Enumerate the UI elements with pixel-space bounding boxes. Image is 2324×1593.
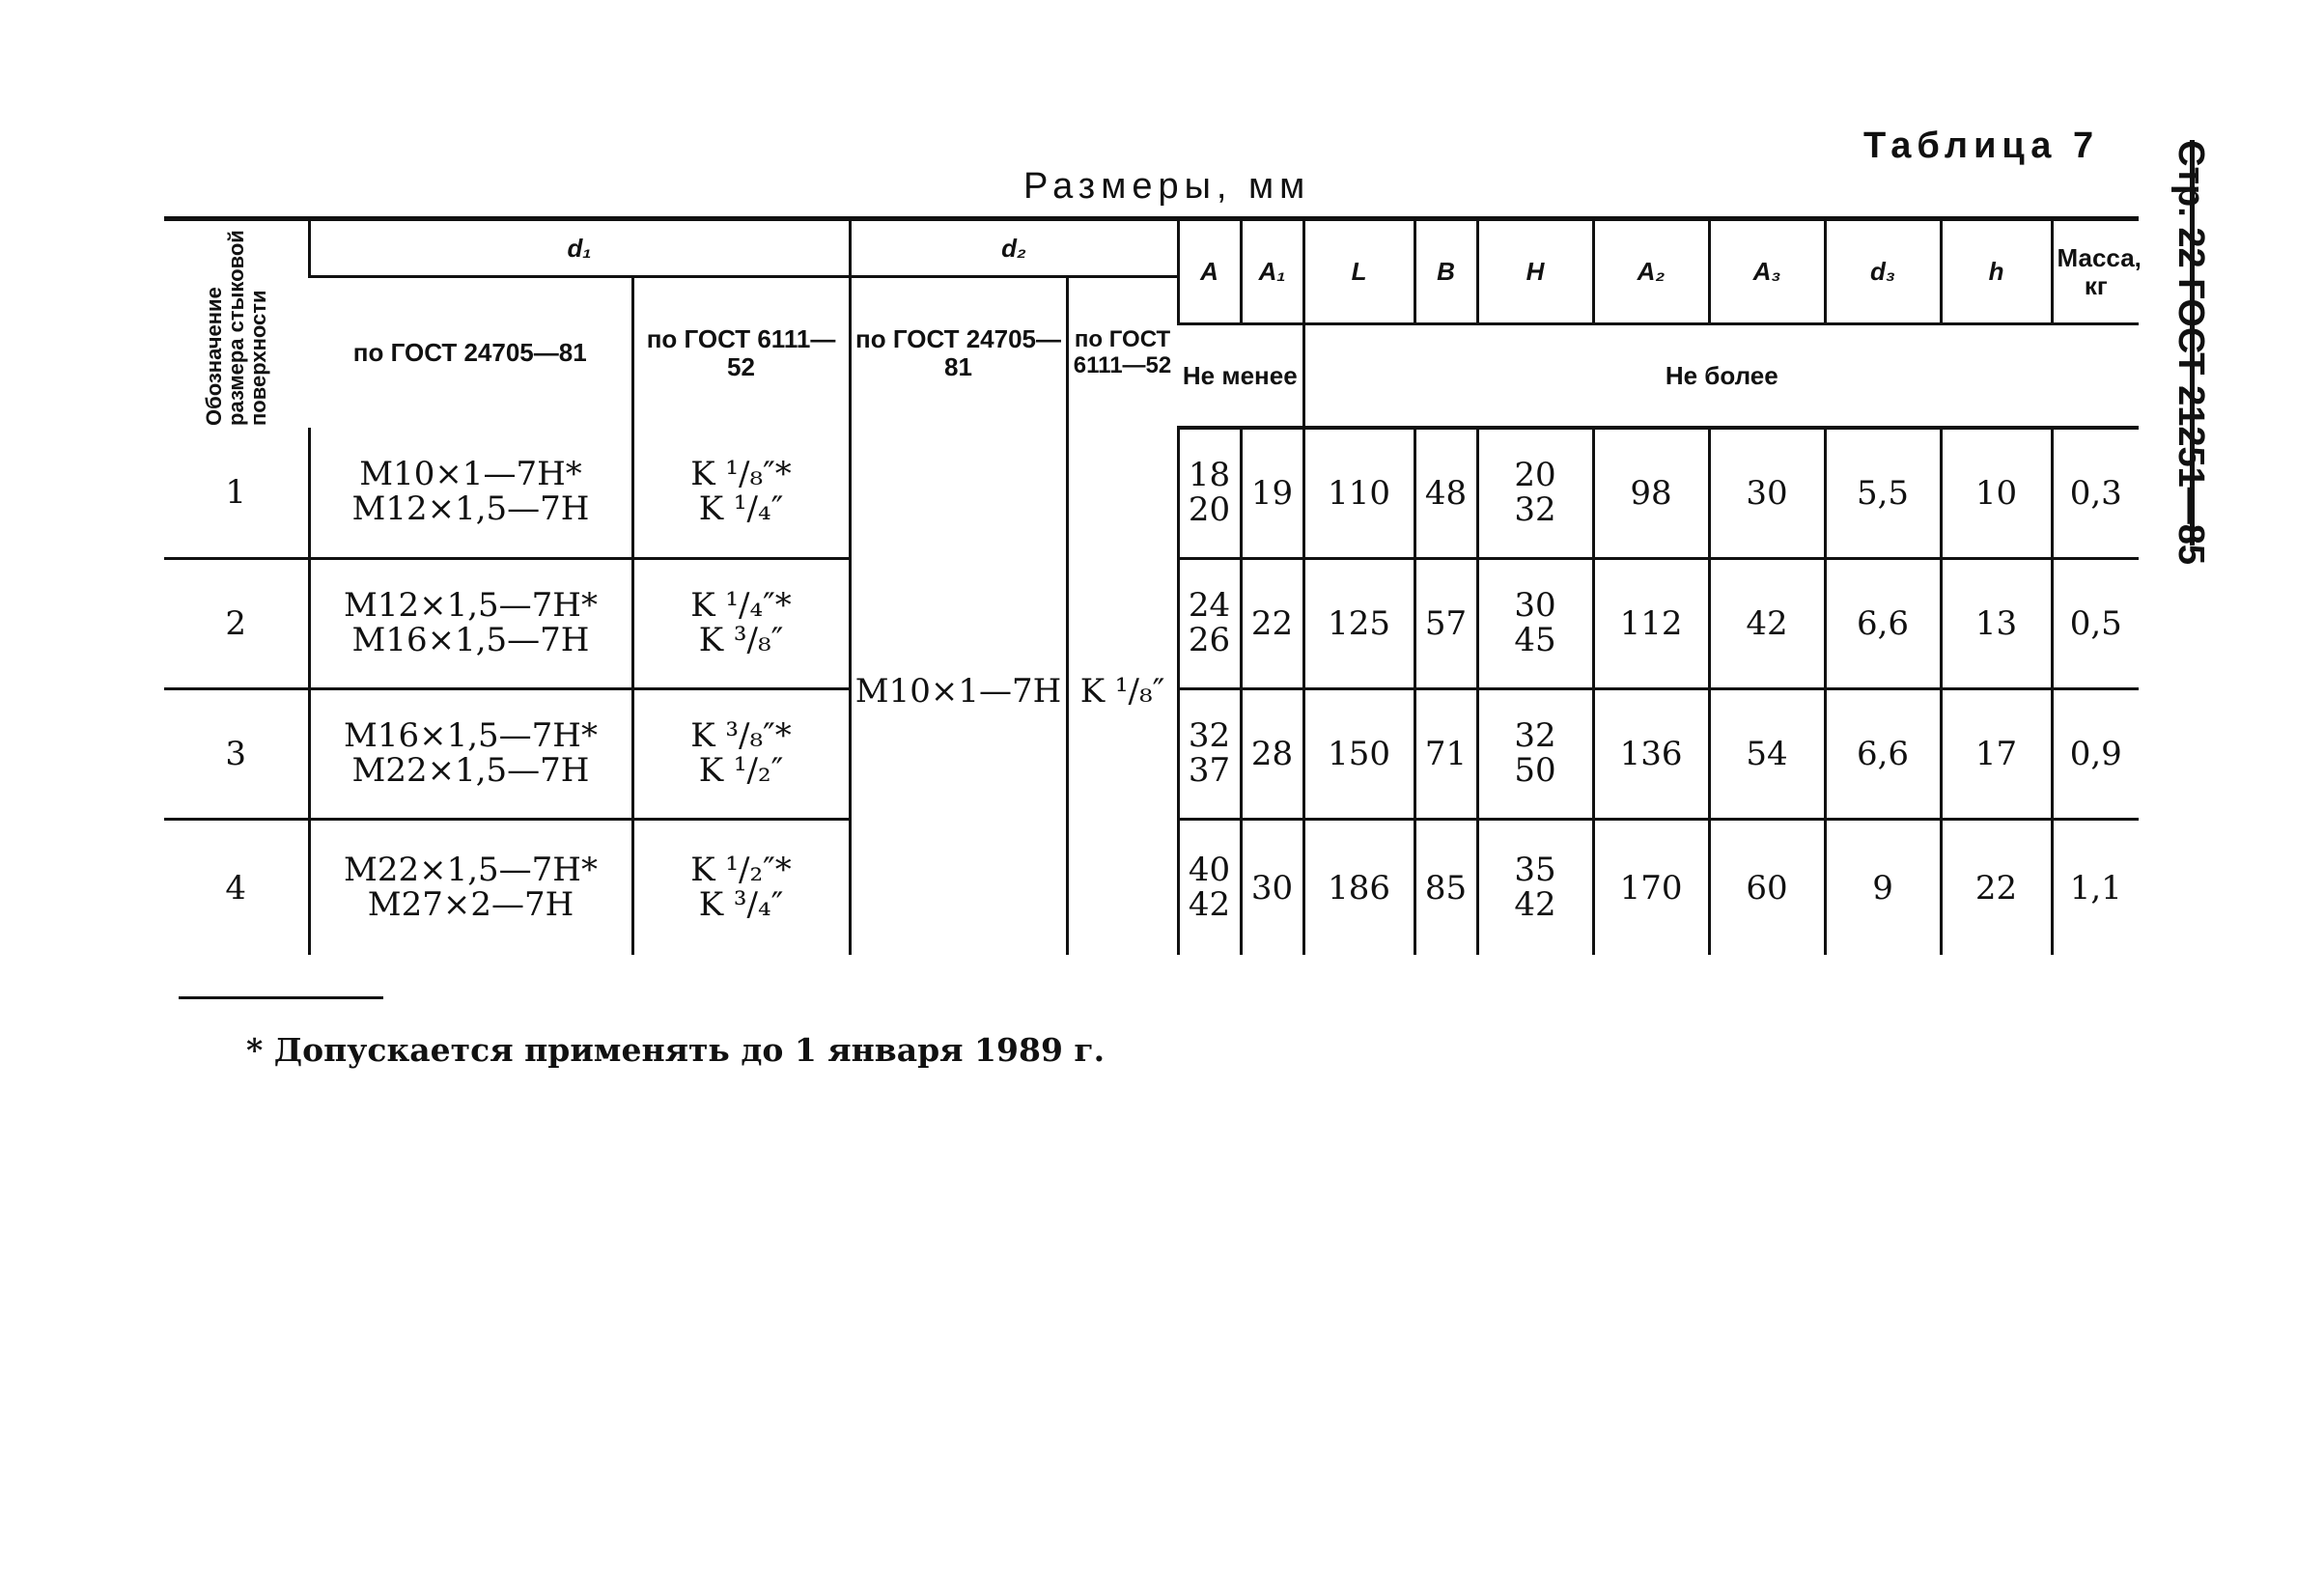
cell-A3: 30: [1709, 428, 1825, 559]
cell-mass: 0,5: [2052, 559, 2139, 689]
cell-H: 20 32: [1477, 428, 1593, 559]
cell-designation: 2: [164, 559, 309, 689]
cell-designation: 4: [225, 868, 247, 908]
cell-A2: 98: [1593, 428, 1709, 559]
cell-d3: 9: [1825, 820, 1941, 956]
footnote-rule: [179, 996, 383, 999]
cell-d2-pipe: K ¹/₈″: [1067, 428, 1178, 955]
cell-A2: 112: [1593, 559, 1709, 689]
cell-A3: 42: [1709, 559, 1825, 689]
header-designation-text: Обозначение размера стыковой поверхности: [201, 230, 270, 426]
header-B: B: [1414, 219, 1477, 324]
header-A2: A₂: [1593, 219, 1709, 324]
dimensions-table: [164, 216, 2142, 955]
cell-d1-pipe: K ¹/₂″* K ³/₄″: [632, 820, 850, 956]
cell-h: 22: [1941, 820, 2052, 956]
cell-A3: 60: [1709, 820, 1825, 956]
header-d2-gost-24705: по ГОСТ 24705—81: [850, 277, 1067, 429]
cell-B: 85: [1414, 820, 1477, 956]
cell-d1-metric: M22×1,5—7H* M27×2—7H: [309, 820, 632, 956]
cell-mass: 1,1: [2052, 820, 2139, 956]
cell-B: 71: [1414, 689, 1477, 820]
cell-mass: 0,3: [2052, 428, 2139, 559]
cell-designation: 1: [164, 428, 309, 559]
dimensions-caption: Размеры, мм: [1023, 166, 1311, 207]
header-L: L: [1303, 219, 1414, 324]
cell-A: 32 37: [1178, 689, 1241, 820]
cell-A1: 30: [1241, 820, 1303, 956]
header-mass: Масса, кг: [2052, 219, 2139, 324]
page-side-header: Стр. 22 ГОСТ 21251—85: [2170, 140, 2211, 566]
header-d1-gost-24705: по ГОСТ 24705—81: [309, 277, 632, 429]
header-d1: d₁: [309, 219, 850, 277]
cell-h: 10: [1941, 428, 2052, 559]
cell-B: 48: [1414, 428, 1477, 559]
cell-h: 13: [1941, 559, 2052, 689]
cell-d2-metric: M10×1—7H: [850, 428, 1067, 955]
cell-H: 30 45: [1477, 559, 1593, 689]
table-number: Таблица 7: [1863, 126, 2100, 166]
cell-d3: 5,5: [1825, 428, 1941, 559]
cell-A2: 136: [1593, 689, 1709, 820]
header-A: A: [1178, 219, 1241, 324]
cell-B: 57: [1414, 559, 1477, 689]
header-designation: [164, 219, 309, 429]
header-d3: d₃: [1825, 219, 1941, 324]
cell-L: 110: [1303, 428, 1414, 559]
cell-A1: 22: [1241, 559, 1303, 689]
table-row: [164, 428, 2139, 559]
header-d1-gost-6111: по ГОСТ 6111—52: [632, 277, 850, 429]
cell-H: 35 42: [1477, 820, 1593, 956]
cell-h: 17: [1941, 689, 2052, 820]
cell-d3: 6,6: [1825, 689, 1941, 820]
cell-mass: 0,9: [2052, 689, 2139, 820]
cell-d1-metric: M16×1,5—7H* M22×1,5—7H: [309, 689, 632, 820]
cell-A: 40 42: [1178, 820, 1241, 956]
header-not-more: Не более: [1303, 324, 2139, 429]
cell-d1-metric: M10×1—7H* M12×1,5—7H: [309, 428, 632, 559]
cell-d1-metric: M12×1,5—7H* M16×1,5—7H: [309, 559, 632, 689]
cell-designation: 3: [164, 689, 309, 820]
header-h: h: [1941, 219, 2052, 324]
header-d2: d₂: [850, 219, 1178, 277]
cell-H: 32 50: [1477, 689, 1593, 820]
cell-d1-pipe: K ¹/₈″* K ¹/₄″: [632, 428, 850, 559]
cell-d3: 6,6: [1825, 559, 1941, 689]
cell-L: 186: [1303, 820, 1414, 956]
header-d2-gost-6111: по ГОСТ 6111—52: [1067, 277, 1178, 429]
cell-L: 150: [1303, 689, 1414, 820]
header-H: H: [1477, 219, 1593, 324]
cell-d1-pipe: K ¹/₄″* K ³/₈″: [632, 559, 850, 689]
header-A1: A₁: [1241, 219, 1303, 324]
cell-A1: 28: [1241, 689, 1303, 820]
cell-A1: 19: [1241, 428, 1303, 559]
cell-L: 125: [1303, 559, 1414, 689]
cell-A2: 170: [1593, 820, 1709, 956]
cell-A: 24 26: [1178, 559, 1241, 689]
header-not-less: Не менее: [1178, 324, 1303, 429]
cell-A3: 54: [1709, 689, 1825, 820]
cell-A: 18 20: [1178, 428, 1241, 559]
footnote: * Допускается применять до 1 января 1989 г.: [246, 1031, 1106, 1069]
cell-d1-pipe: K ³/₈″* K ¹/₂″: [632, 689, 850, 820]
header-A3: A₃: [1709, 219, 1825, 324]
